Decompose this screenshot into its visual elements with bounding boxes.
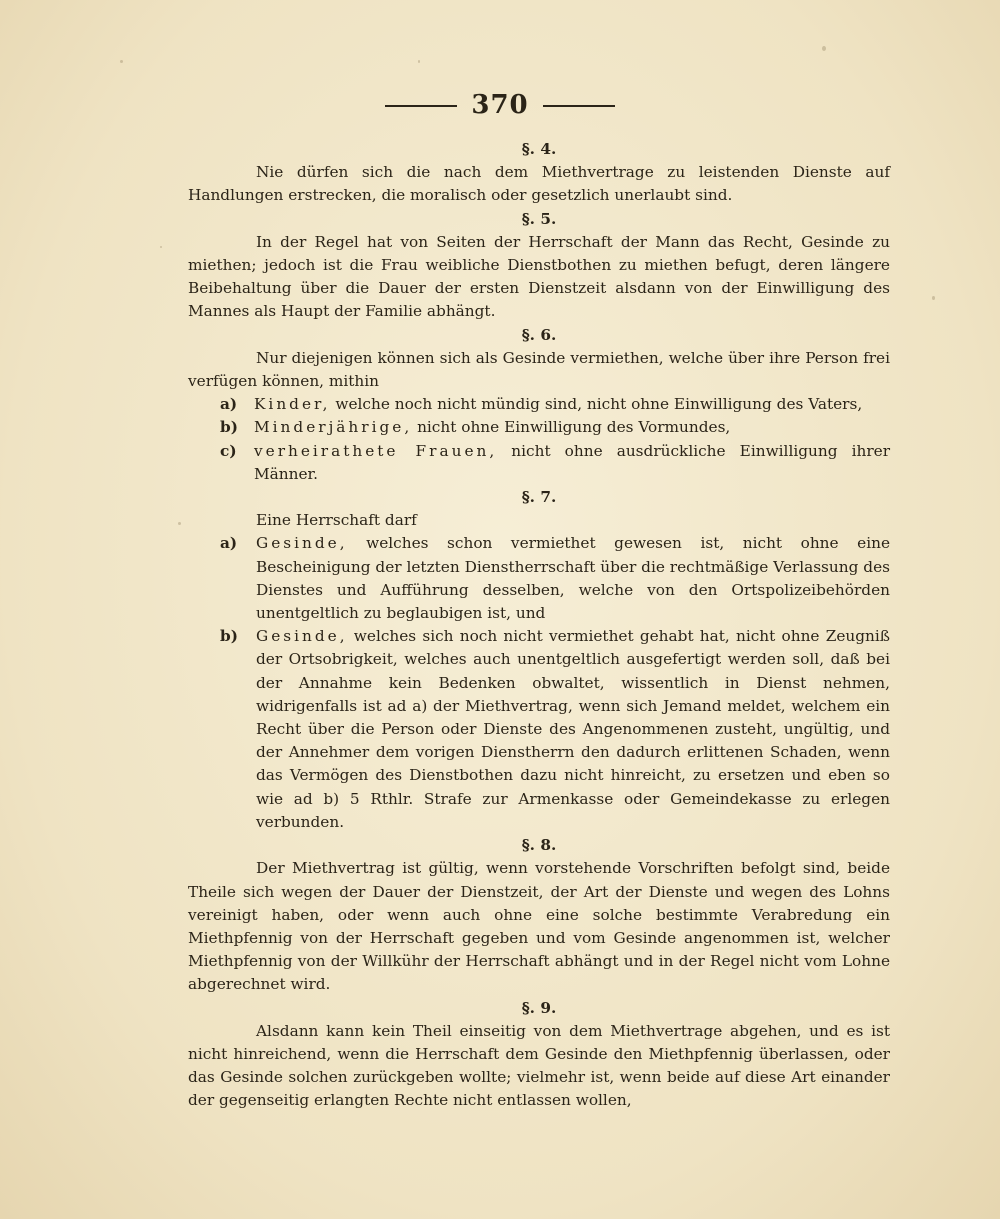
section-7-item-a [188,532,890,625]
item-label: a) [220,534,238,553]
item-rest: welche noch nicht mündig sind, nicht ohne Einwilligung des Vaters, [330,395,863,414]
item-label: c) [220,441,237,460]
section-heading-5: §. 5. [521,209,557,228]
paper-speck [120,60,123,63]
item-term: Gesinde, [256,534,348,553]
section-7-item-b [188,625,890,834]
section-heading-9: §. 9. [521,998,557,1017]
section-6-item-a [188,393,890,416]
section-8-text: Der Miethvertrag ist gültig, wenn vorstehende Vorschriften befolgt sind, beide Theile sich wegen der Dauer der Dienstzeit, der Art der Dienste und wegen des Lohns vereinigt haben, oder wenn auch ohne eine solche bestimmte Verabredung ein Miethpfennig von der Herrschaft gegeben und vom Gesinde angenommen ist, welcher Miethpfennig von der Willkühr der Herrschaft abhängt und in der Regel nicht vom Lohne abgerechnet wird. [188,859,890,994]
item-term: verheirathete Frauen, [254,441,498,460]
item-label: b) [220,418,238,437]
item-rest: welches sich noch nicht vermiethet gehabt hat, nicht ohne Zeugniß der Ortsobrigkeit, welches auch unentgeltlich ausgefertigt werden soll, daß bei der Annahme kein Bedenken obwaltet, wissentlich in Dienst nehmen, widrigenfalls ist ad a) der Miethvertrag, wenn sich Jemand meldet, welchem ein Recht über die Person oder Dienste des Angenommenen zusteht, ungültig, und der Annehmer dem vorigen Dienstherrn den dadurch erlittenen Schaden, wenn das Vermögen des Dienstbothen dazu nicht hinreicht, zu ersetzen und eben so wie ad b) 5 Rthlr. Strafe zur Armenkasse oder Gemeindekasse zu erlegen verbunden. [256,627,890,831]
item-term: Minderjährige, [254,418,413,437]
item-label: b) [220,627,238,646]
section-heading-8: §. 8. [521,836,557,855]
item-text [256,625,890,834]
item-rest: welches schon vermiethet gewesen ist, nicht ohne eine Bescheinigung der letzten Dienstherrschaft über die rechtmäßige Verlassung des Dienstes und Aufführung desselben, welche von den Ortspolizeibehörden unentgeltlich zu beglaubigen ist, und [256,534,890,623]
section-6-item-c [188,440,890,486]
paper-speck [418,60,420,63]
section-5-text: In der Regel hat von Seiten der Herrschaft der Mann das Recht, Gesinde zu miethen; jedoch ist die Frau weibliche Dienstbothen zu miethen befugt, deren längere Beibehaltung über die Dauer der ersten Dienstzeit alsdann von der Einwilligung des Mannes als Haupt der Familie abhängt. [188,232,890,321]
item-rest: nicht ohne ausdrückliche Einwilligung ihrer Männer. [254,441,891,483]
page-body [188,138,890,1113]
paper-speck [932,296,935,300]
item-term: Kinder, [254,395,331,414]
section-4-text: Nie dürfen sich die nach dem Miethvertrage zu leistenden Dienste auf Handlungen erstrecken, die moralisch oder gesetzlich unerlaubt sind. [188,163,890,205]
section-6-item-b [188,416,890,439]
paper-speck [822,46,826,51]
section-6-intro: Nur diejenigen können sich als Gesinde vermiethen, welche über ihre Person frei verfügen können, mithin [188,348,890,391]
paper-speck [178,522,181,525]
section-9-text: Alsdann kann kein Theil einseitig von dem Miethvertrage abgehen, und es ist nicht hinreichend, wenn die Herrschaft dem Gesinde den Miethpfennig überlassen, oder das Gesinde solchen zurückgeben wollte; vielmehr ist, wenn beide auf diese Art einander der gegenseitig erlangten Rechte nicht entlassen wollen, [188,1021,890,1110]
section-heading-7: §. 7. [521,488,557,507]
item-label: a) [220,395,238,414]
section-7-intro: Eine Herrschaft darf [256,511,417,530]
page-number: 370 [471,90,529,120]
item-rest: nicht ohne Einwilligung des Vormundes, [412,418,731,437]
section-heading-4: §. 4. [521,140,557,158]
section-heading-6: §. 6. [521,325,557,344]
page-header [0,90,1000,120]
paper-speck [160,246,162,248]
header-rule-right [543,105,615,107]
item-text [254,416,890,439]
item-term: Gesinde, [256,627,348,646]
item-text [254,440,890,486]
item-text [254,393,890,416]
item-text [256,532,890,625]
header-rule-left [385,105,457,107]
